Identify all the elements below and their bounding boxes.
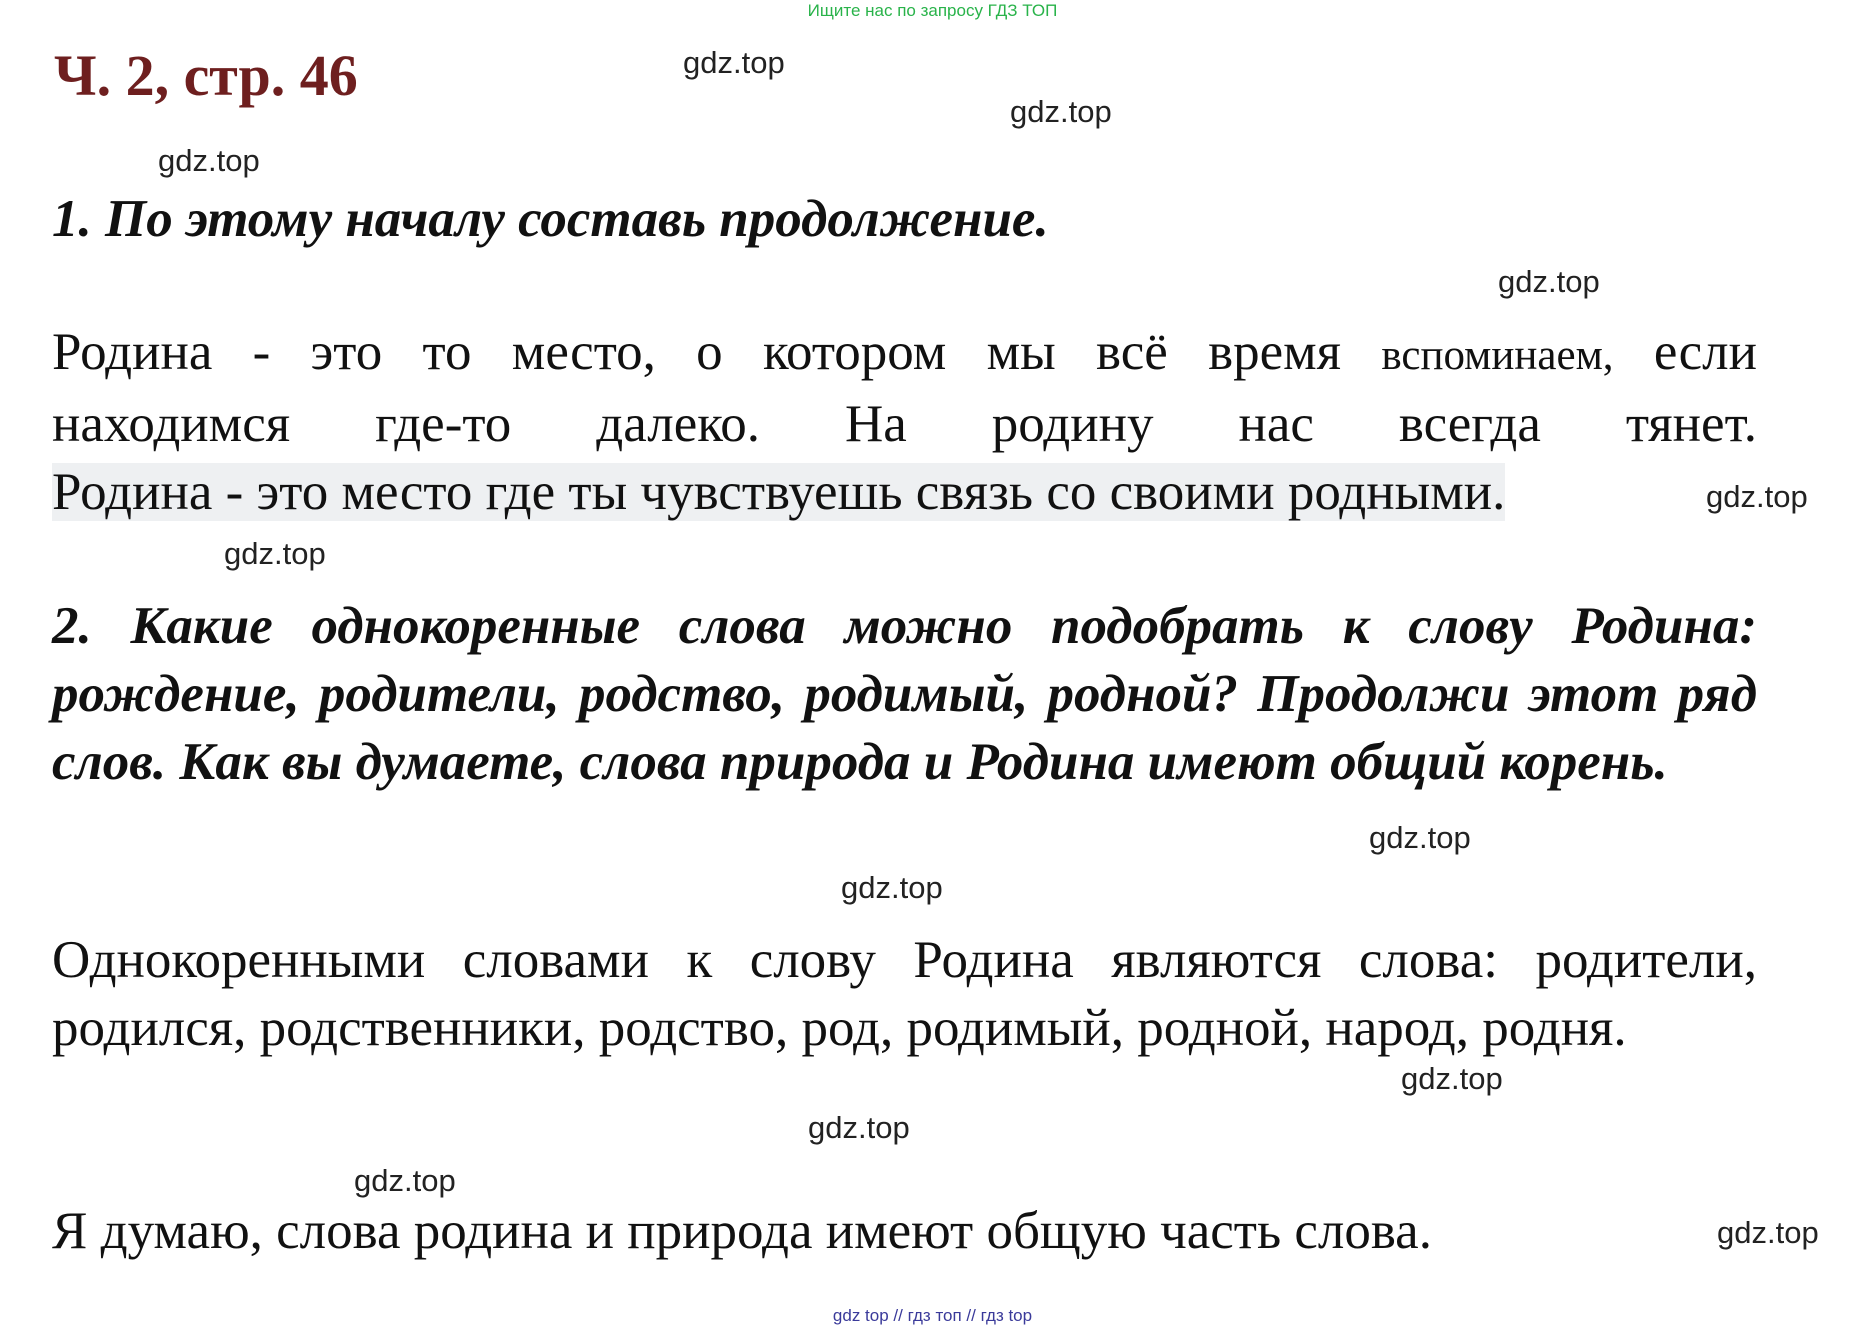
watermark: gdz.top bbox=[683, 45, 785, 80]
task2-question: 2. Какие однокоренные слова можно подобрать к слову Родина: рождение, родители, родство, родимый, родной? Продолжи этот ряд слов. Как вы думаете, слова природа и Родина имеют общий корень. bbox=[52, 597, 1757, 791]
task1-answer-line1 bbox=[52, 318, 1757, 390]
watermark: gdz.top bbox=[354, 1163, 456, 1198]
watermark: gdz.top bbox=[1498, 264, 1600, 299]
watermark: gdz.top bbox=[1717, 1215, 1819, 1250]
top-banner: Ищите нас по запросу ГДЗ ТОП bbox=[807, 1, 1058, 20]
task1-answer-line1-small: вспоминаем, bbox=[1381, 332, 1614, 379]
watermark: gdz.top bbox=[808, 1110, 910, 1145]
task1-answer bbox=[52, 318, 1757, 526]
watermark: gdz.top bbox=[841, 870, 943, 905]
watermark: gdz.top bbox=[1369, 820, 1471, 855]
task1-answer-line3 bbox=[52, 458, 1757, 526]
watermark: gdz.top bbox=[1706, 479, 1808, 514]
task1-answer-line2: находимся где-то далеко. На родину нас всегда тянет. bbox=[52, 395, 1757, 453]
task1-answer-highlight: Родина - это место где ты чувствуешь связь со своими родными. bbox=[52, 463, 1506, 521]
watermark: gdz.top bbox=[224, 536, 326, 571]
watermark: gdz.top bbox=[158, 143, 260, 178]
task2-conclusion: Я думаю, слова родина и природа имеют общую часть слова. bbox=[52, 1202, 1432, 1260]
page-title: Ч. 2, стр. 46 bbox=[54, 43, 358, 108]
task1-answer-line1-part2: если bbox=[1653, 323, 1757, 381]
task1-answer-line1-part1: Родина - это то место, о котором мы всё время bbox=[52, 323, 1342, 381]
task2-answer: Однокоренными словами к слову Родина являются слова: родители, родился, родственники, родство, род, родимый, родной, народ, родня. bbox=[52, 931, 1757, 1057]
task1-question: 1. По этому началу составь продолжение. bbox=[52, 190, 1049, 248]
watermark: gdz.top bbox=[1401, 1061, 1503, 1096]
footer-links: gdz top // гдз топ // гдз top bbox=[832, 1306, 1033, 1325]
watermark: gdz.top bbox=[1010, 94, 1112, 129]
